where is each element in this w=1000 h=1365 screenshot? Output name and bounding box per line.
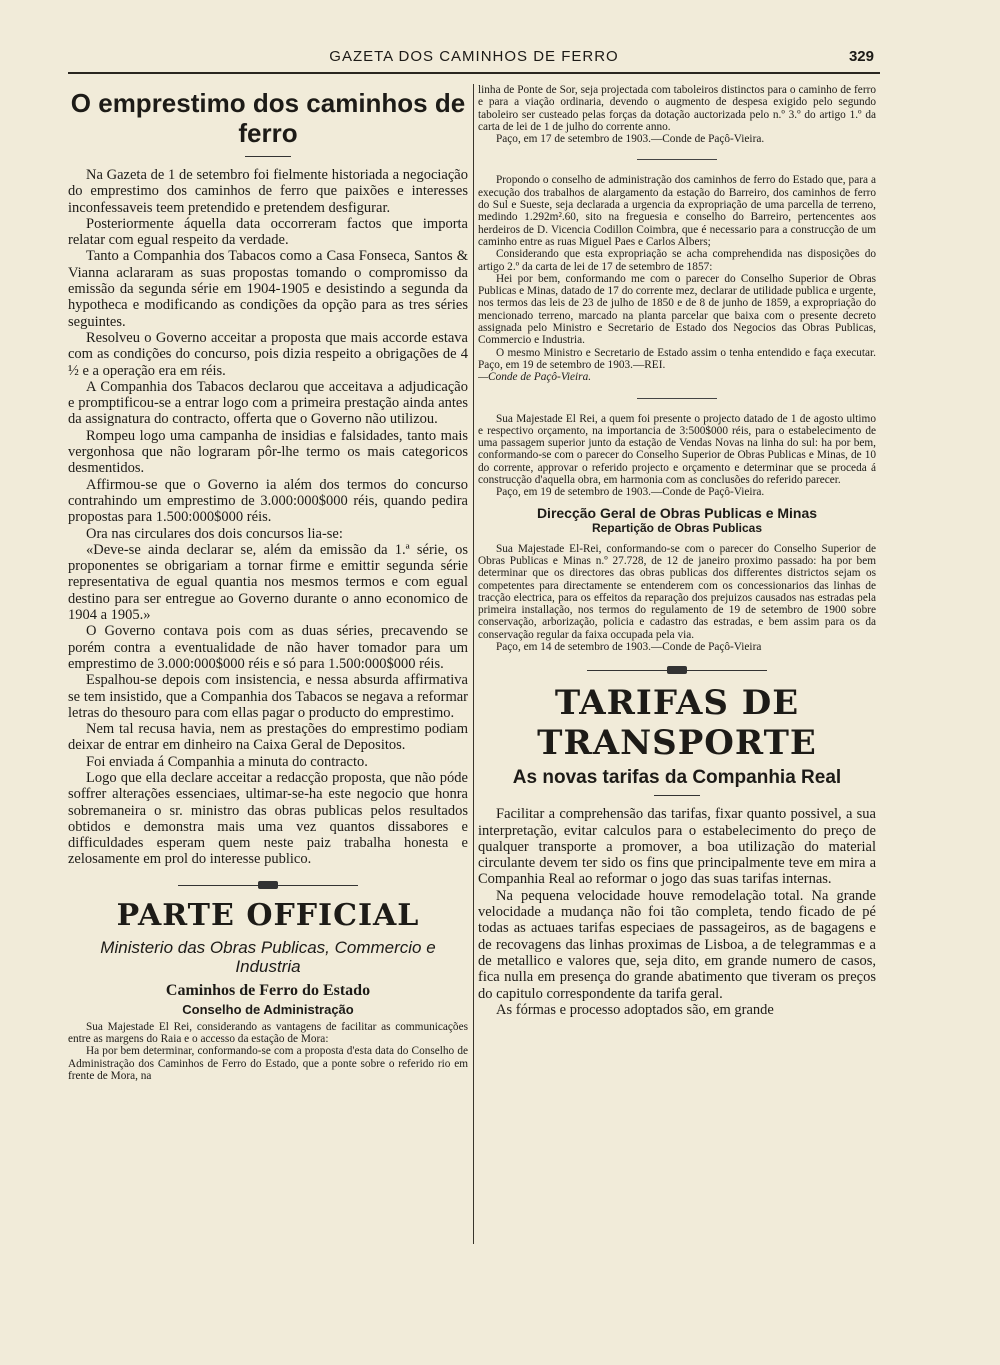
paragraph: Affirmou-se que o Governo ia além dos termos do concurso contrahindo um emprestimo de 3.000:000$000 réis, quando pedira propostas para 1.500:000$000 réis. <box>68 476 468 526</box>
paragraph: Foi enviada á Companhia a minuta do contracto. <box>86 753 368 770</box>
page-header <box>68 46 880 74</box>
paragraph: Ora nas circulares dos dois concursos lia-se: <box>86 525 343 542</box>
right-column <box>478 84 876 1244</box>
signature-line: —Conde de Paçô-Vieira. <box>478 371 592 384</box>
paragraph: O mesmo Ministro e Secretario de Estado assim o tenha entendido e faça executar. Paço, em 19 de setembro de 1903.—REI. <box>478 346 876 371</box>
paragraph: Hei por bem, conformando me com o parecer do Conselho Superior de Obras Publicas e Minas, datado de 17 do corrente mez, declarar de utilidade publica e urgente, nos termos das leis de 23 de julho de 1850 e de 8 de junho de 1859, a expropriação do mencionado terreno, marcado na planta parcelar que baixa com o presente decreto assignada pelo Ministro e Secretario de Estado dos Negocios das Obras Publicas, Commercio e Industria. <box>478 272 876 347</box>
ornament-divider <box>587 665 767 675</box>
section-rule <box>637 398 717 399</box>
section-rule <box>637 159 717 160</box>
paragraph: Resolveu o Governo acceitar a proposta que mais accorde estava com as condições do concurso, pois dizia respeito a obrigações de 4 ½ e a operação era em réis. <box>68 329 468 379</box>
direction-heading: Direcção Geral de Obras Publicas e Minas <box>536 504 818 521</box>
subsection-heading: Conselho de Administração <box>182 1001 354 1017</box>
paragraph: Nem tal recusa havia, nem as prestações do emprestimo podiam deixar de entrar em dinheiro na Caixa Geral de Depositos. <box>68 721 468 754</box>
expropriation-decree <box>478 174 876 383</box>
signature-line: Paço, em 17 de setembro de 1903.—Conde de Paçô-Vieira. <box>496 133 765 146</box>
paragraph: Posteriormente áquella data occorreram factos que importa relatar com egual respeito da verdade. <box>68 215 468 249</box>
journal-title: GAZETA DOS CAMINHOS DE FERRO <box>329 48 619 65</box>
section-heading: Caminhos de Ferro do Estado <box>165 981 371 999</box>
left-column <box>68 84 468 1244</box>
department-heading: Repartição de Obras Publicas <box>591 520 763 535</box>
paragraph: Tanto a Companhia dos Tabacos como a Casa Fonseca, Santos & Vianna aclararam as suas propostas tomando o compromisso da emissão da segunda série em 1904-1905 e desistindo a segunda da hypotheca e modificando as condições da opção para as tres séries seguintes. <box>68 248 468 330</box>
paragraph: O Governo contava pois com as duas séries, precavendo se porém contra a eventualidade de não haver tomador para um emprestimo de 3.000:000$000 réis e só para 1.500:000$000 réis. <box>68 623 468 672</box>
column-divider <box>473 84 474 1244</box>
headline-rule <box>245 156 291 157</box>
subheading-rule <box>654 795 700 796</box>
paragraph: Considerando que esta expropriação se acha comprehendida nas disposições do artigo 2.º da carta de lei de 17 de setembro de 1857: <box>478 248 876 273</box>
tarifas-subheading: As novas tarifas da Companhia Real <box>512 767 842 789</box>
paragraph: Logo que ella declare acceitar a redacção proposta, que não póde soffrer alterações essenciaes, ultimar-se-ha este negocio que honra sobremaneira o sr. ministro das obras publicas pelos resultados obtidos e demonstra mais uma vez quantos dissabores e difficuldades esperam quem neste paiz trabalha honesta e zelosamente em prol do interesse publico. <box>68 769 468 868</box>
paragraph: Rompeu logo uma campanha de insidias e falsidades, tanto mais vergonhosa que não lograram pôr-lhe termo os mais categoricos desmentidos. <box>68 427 468 477</box>
paragraph: Espalhou-se depois com insistencia, e nessa absurda affirmativa se tem insistido, que a Companhia dos Tabacos se negava a reformar letras do thesouro para com ellas pagar o producto do emprestimo. <box>68 672 468 721</box>
paragraph: As fórmas e processo adoptados são, em grande <box>496 1001 774 1018</box>
paragraph: Na Gazeta de 1 de setembro foi fielmente historiada a negociação do emprestimo dos caminhos de ferro que paixões e interesses inconfessaveis teem pretendido e pretendem desfigurar. <box>68 167 468 216</box>
tarifas-body <box>478 806 876 1018</box>
parte-official-heading: PARTE OFFICIAL <box>116 897 420 933</box>
signature-line: Paço, em 19 de setembro de 1903.—Conde de Paçô-Vieira. <box>496 486 765 499</box>
article-headline: O emprestimo dos caminhos de ferro <box>70 88 466 148</box>
decree-text <box>68 1021 468 1082</box>
article-body <box>68 167 468 868</box>
paragraph: Sua Majestade El Rei, a quem foi presente o projecto datado de 1 de agosto ultimo e respectivo orçamento, na importancia de 3:500$000 réis, para o estabelecimento de uma passagem superior junto da estação de Vendas Novas na linha do sul: ha por bem, conformando-se com o parecer do Conselho Superior de Obras Publicas e Minas, de 10 do corrente, approvar o referido projecto e orçamento e determinar que se proceda á construcção d'aquella obra, em harmonia com as conclusões do referido parecer. <box>478 412 876 487</box>
signature-line: Paço, em 14 de setembro de 1903.—Conde de Paçô-Vieira <box>496 640 762 653</box>
paragraph: Ha por bem determinar, conformando-se com a proposta d'esta data do Conselho de Administração dos Caminhos de Ferro do Estado, que a ponte sobre o referido rio em frente de Mora, na <box>68 1045 468 1082</box>
ornament-divider <box>178 880 358 890</box>
paragraph: Facilitar a comprehensão das tarifas, fixar quanto possivel, a sua interpretação, evitar calculos para o estabelecimento do preço de qualquer transporte a promover, a boa utilização do material circulante devem ter sido os fins que principalmente teve em mira a Companhia Real ao reformar o jogo das suas tarifas internas. <box>478 806 876 888</box>
paragraph: Na pequena velocidade houve remodelação total. Na grande velocidade a mudança não foi tão completa, tendo ficado de pé todas as actuaes tarifas especiaes de passageiros, as de bagagens e de recovagens das linhas proximas de Lisboa, a de telegrammas e a de metallico e valores que, seja dito, em grande numero de casos, fica nulla em presença do grande abatimento que tiveram os preços do capitulo correspondente da tarifa geral. <box>478 887 876 1002</box>
paragraph: Sua Majestade El Rei, considerando as vantagens de facilitar as communicações entre as margens do Raia e o accesso da estação de Mora: <box>68 1020 468 1046</box>
vendas-novas-decree <box>478 413 876 499</box>
paragraph: «Deve-se ainda declarar se, além da emissão da 1.ª série, os proponentes se obrigariam a tornar firme e emittir segunda série representativa de egual quantia nos mesmos termos e com egual destino para ser entregue ao Governo durante o anno economico de 1904 a 1905.» <box>68 541 468 624</box>
paragraph: linha de Ponte de Sor, seja projectada com taboleiros distinctos para o caminho de ferro e para a viação ordinaria, devendo o augmento de despesa exigido pelo segundo taboleiro ser custeado pelas forças da dotação auctorizada pelo n.º 3.º do artigo 1.º da carta de lei de 1 de julho do corrente anno. <box>478 84 876 133</box>
traction-decree <box>478 543 876 654</box>
page-number: 329 <box>848 48 874 65</box>
decree-continuation <box>478 84 876 145</box>
tarifas-heading: TARIFAS DE TRANSPORTE <box>537 683 817 764</box>
paragraph: A Companhia dos Tabacos declarou que acceitava a adjudicação e promptificou-se a entrar logo com a primeira prestação ainda antes da assignatura do contracto, offerta que o Governo não utilizou. <box>68 378 468 428</box>
ministry-heading: Ministerio das Obras Publicas, Commercio e Industria <box>100 937 436 976</box>
paragraph: Propondo o conselho de administração dos caminhos de ferro do Estado que, para a execução dos trabalhos de alargamento da estação do Barreiro, dos caminhos de ferro do Sul e Sueste, seja declarada a urgencia da expropriação de uma parcella de terreno, medindo 1.292m².60, sito na freguesia e conselho do Barreiro, pertencentes aos herdeiros de D. Vicencia Codillon Coimbra, que é necessario para a construcção de um caminho entre as ruas Miguel Paes e Carlos Albers; <box>478 174 876 248</box>
paragraph: Sua Majestade El-Rei, conformando-se com o parecer do Conselho Superior de Obras Publicas e Minas n.º 27.728, de 12 de janeiro proximo passado: ha por bem determinar que os directores das obras publicas dos differentes districtos sejam os competentes para directamente se entenderem com os concessionarios das linhas de tracção electrica, para os effeitos da reparação dos prejuizos causados nas estradas pela primeira installação, nos termos do regulamento de 19 de setembro de 1900 sobre conservação, arborização, policia e cadastro das estradas, e bem assim para os da conservação regular da faixa occupada pela via. <box>478 542 876 641</box>
